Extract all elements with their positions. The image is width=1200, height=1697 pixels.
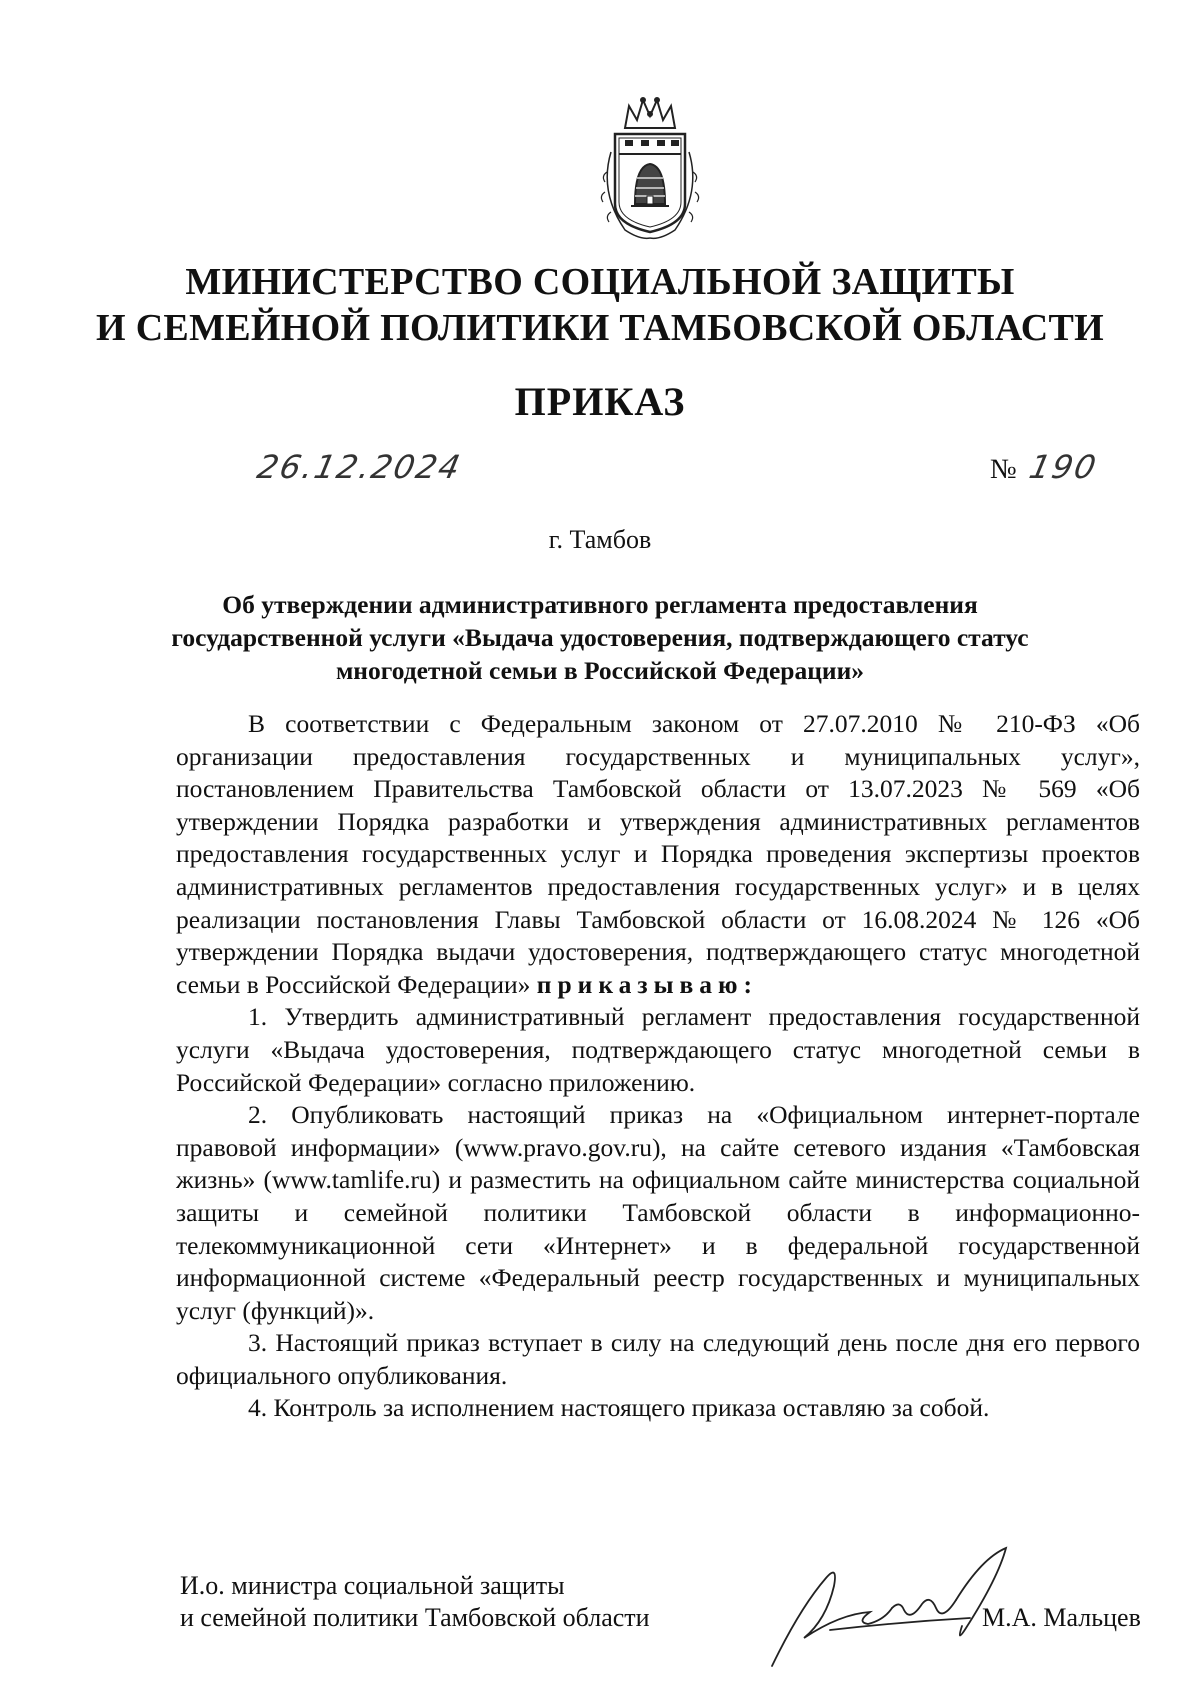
order-subject xyxy=(140,588,1060,687)
coat-of-arms-icon xyxy=(585,92,715,242)
preamble-text: В соответствии с Федеральным законом от 27.07.2010 № 210-ФЗ «Об организации предоставления государственных и муниципальных услуг», постановлением Правительства Тамбовской области от 13.07.2023 № 569 «Об утверждении Порядка разработки и утверждения административных регламентов предоставления государственных услуг и Порядка проведения экспертизы проектов административных регламентов предоставления государственных услуг» и в целях реализации постановления Главы Тамбовской области от 16.08.2024 № 126 «Об утверждении Порядка выдачи удостоверения, подтверждающего статус многодетной семьи в Российской Федерации» xyxy=(176,709,1140,999)
order-item-4: 4. Контроль за исполнением настоящего приказа оставляю за собой. xyxy=(248,1393,990,1423)
ministry-title-line2: И СЕМЕЙНОЙ ПОЛИТИКИ ТАМБОВСКОЙ ОБЛАСТИ xyxy=(96,307,1104,349)
document-type-title: ПРИКАЗ xyxy=(514,379,686,424)
signatory-name: М.А. Мальцев xyxy=(982,1603,1141,1632)
city-line: г. Тамбов xyxy=(548,525,652,554)
signatory-position xyxy=(180,1570,650,1634)
order-body xyxy=(176,708,1140,1425)
signatory-position-line1: И.о. министра социальной защиты xyxy=(180,1571,565,1600)
order-date: 26.12.2024 xyxy=(253,448,466,486)
ministry-title-line1: МИНИСТЕРСТВО СОЦИАЛЬНОЙ ЗАЩИТЫ xyxy=(185,261,1015,303)
order-number: 190 xyxy=(1025,448,1102,486)
preamble-paragraph xyxy=(176,708,1140,1001)
order-item-3: 3. Настоящий приказ вступает в силу на следующий день после дня его первого официального опубликования. xyxy=(176,1328,1140,1390)
order-number-label: № xyxy=(990,454,1017,485)
subject-line-2: государственной услуги «Выдача удостоверения, подтверждающего статус xyxy=(171,623,1029,652)
handwritten-signature xyxy=(760,1538,1020,1678)
subject-line-1: Об утверждении административного регламента предоставления xyxy=(222,590,978,619)
signatory-position-line2: и семейной политики Тамбовской области xyxy=(180,1603,650,1632)
order-word: приказываю: xyxy=(536,969,759,999)
subject-line-3: многодетной семьи в Российской Федерации» xyxy=(335,656,865,685)
order-item-2: 2. Опубликовать настоящий приказ на «Официальном интернет-портале правовой информации» (www.pravo.gov.ru), на сайте сетевого издания «Тамбовская жизнь» (www.tamlife.ru) и разместить на официальном сайте министерства социальной защиты и семейной политики Тамбовской области в информационно-телекоммуникационной сети «Интернет» и в федеральной государственной информационной системе «Федеральный реестр государственных и муниципальных услуг (функций)». xyxy=(176,1100,1140,1325)
order-item-1: 1. Утвердить административный регламент предоставления государственной услуги «Выдача удостоверения, подтверждающего статус многодетной семьи в Российской Федерации» согласно приложению. xyxy=(176,1002,1140,1097)
